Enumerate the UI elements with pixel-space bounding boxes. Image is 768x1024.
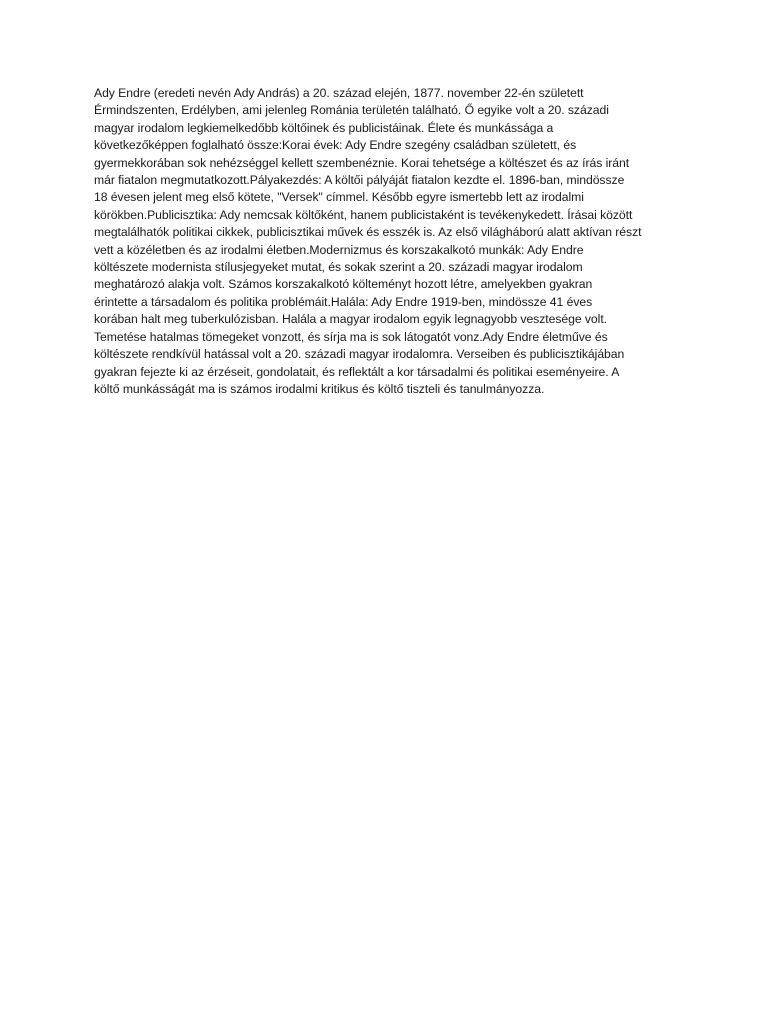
body-paragraph: Ady Endre (eredeti nevén Ady András) a 20. század elején, 1877. november 22-én született Érmindszenten, Erdélyben, ami jelenleg Románia területén található. Ő egyike volt a 20. századi magyar irodalom legkiemelkedőbb költőinek és publicistáinak. Élete és munkássága a következőképpen foglalható össze:Korai évek: Ady Endre szegény családban született, és gyermekkorában sok nehézséggel kellett szembenéznie. Korai tehetsége a költészet és az írás iránt már fiatalon megmutatkozott.Pályakezdés: A költői pályáját fiatalon kezdte el. 1896-ban, mindössze 18 évesen jelent meg első kötete, "Versek" címmel. Később egyre ismertebb lett az irodalmi körökben.Publicisztika: Ady nemcsak költőként, hanem publicistaként is tevékenykedett. Írásai között megtalálhatók politikai cikkek, publicisztikai művek és esszék is. Az első világháború alatt aktívan részt vett a közéletben és az irodalmi életben.Modernizmus és korszakalkotó munkák: Ady Endre költészete modernista stílusjegyeket mutat, és sokak szerint a 20. századi magyar irodalom meghatározó alakja volt. Számos korszakalkotó költeményt hozott létre, amelyekben gyakran érintette a társadalom és politika problémáit.Halála: Ady Endre 1919-ben, mindössze 41 éves korában halt meg tuberkulózisban. Halála a magyar irodalom egyik legnagyobb vesztesége volt. Temetése hatalmas tömegeket vonzott, és sírja ma is sok látogatót vonz.Ady Endre életműve és költészete rendkívül hatással volt a 20. századi magyar irodalomra. Verseiben és publicisztikájában gyakran fejezte ki az érzéseit, gondolatait, és reflektált a kor társadalmi és politikai eseményeire. A költő munkásságát ma is számos irodalmi kritikus és költő tiszteli és tanulmányozza. [94,86,642,396]
